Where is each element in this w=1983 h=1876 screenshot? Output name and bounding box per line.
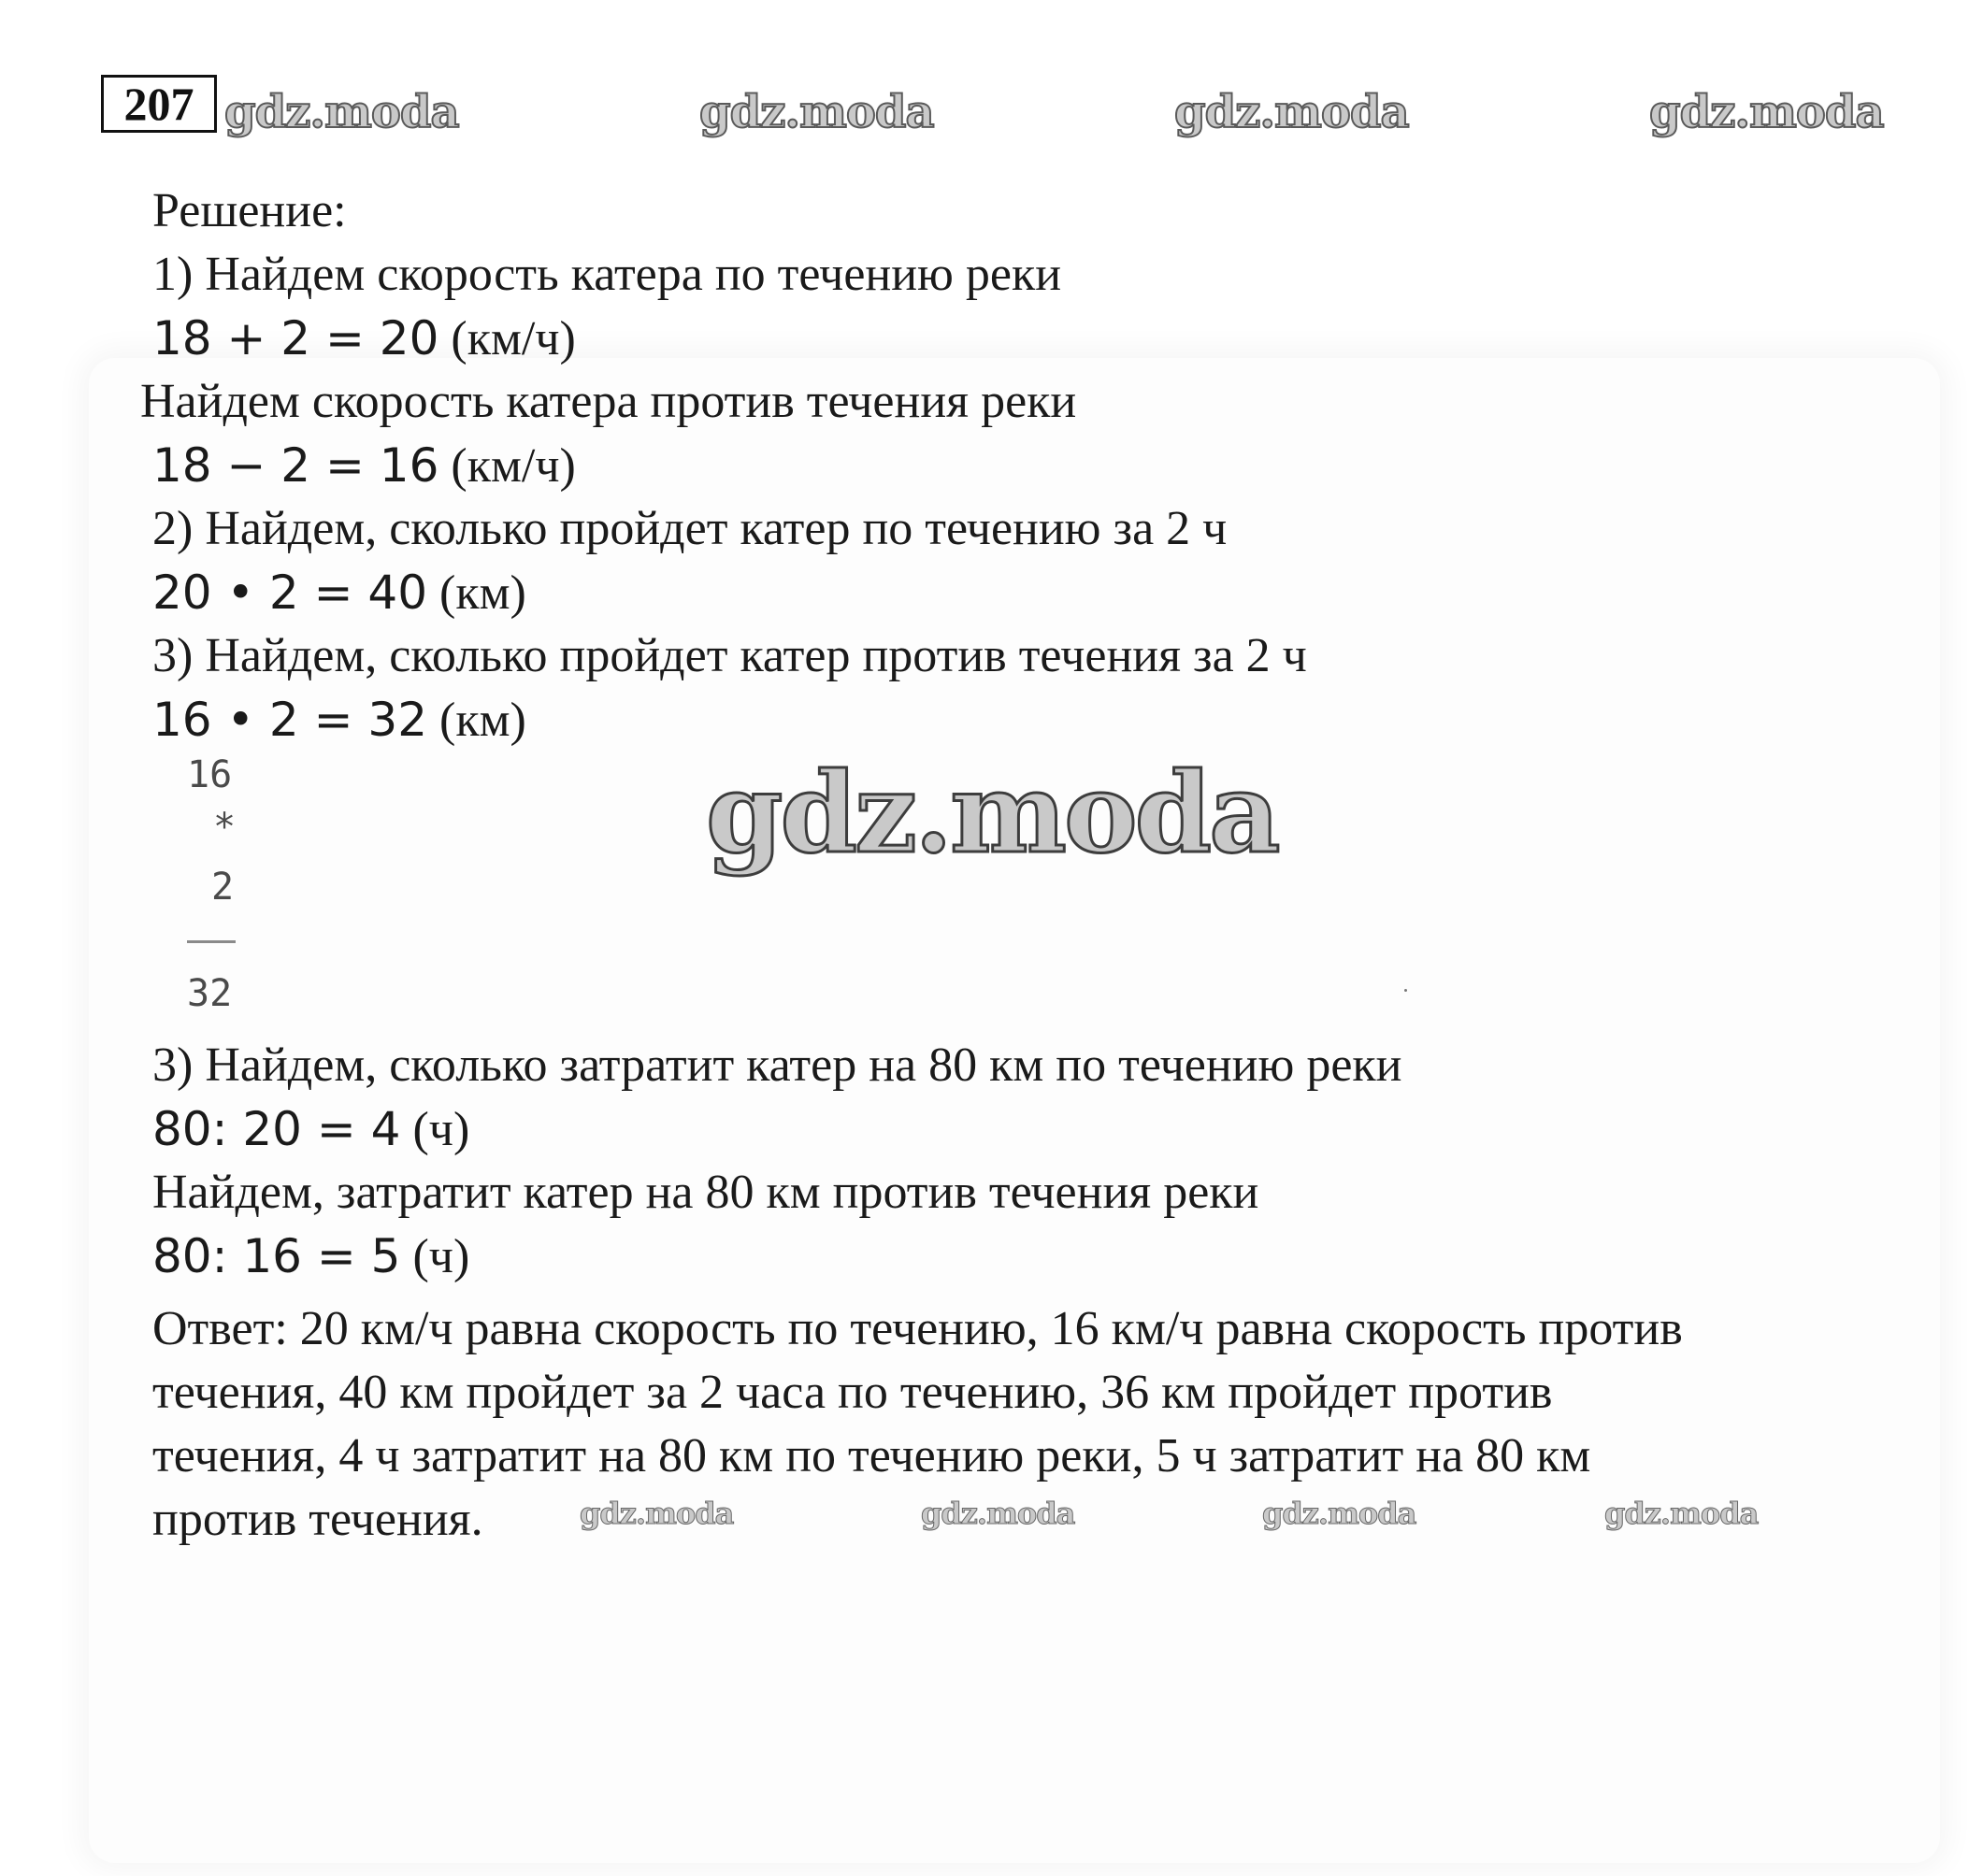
step2-expression: 20 • 2 = 40 xyxy=(152,566,428,620)
column-top: 16 xyxy=(187,753,233,796)
watermark: gdz.moda xyxy=(224,86,459,138)
column-operator: * xyxy=(213,806,237,849)
step1-expression: 18 + 2 = 20 xyxy=(152,311,439,365)
answer-line: течения, 40 км пройдет за 2 часа по течению, 36 км пройдет против xyxy=(152,1366,1553,1419)
step3-equation xyxy=(152,692,526,749)
step4b-equation xyxy=(152,1228,469,1285)
watermark: gdz.moda xyxy=(580,1496,734,1531)
watermark: gdz.moda xyxy=(1174,86,1409,138)
step1-equation xyxy=(152,310,576,367)
step1b-unit: (км/ч) xyxy=(451,439,576,493)
column-result: 32 xyxy=(187,972,233,1015)
step4-equation xyxy=(152,1101,469,1158)
step2-title: 2) Найдем, сколько пройдет катер по течению за 2 ч xyxy=(152,502,1228,555)
watermark-large: gdz.moda xyxy=(706,748,1278,878)
step3-unit: (км) xyxy=(439,694,526,747)
step1b-title: Найдем скорость катера против течения реки xyxy=(140,375,1077,428)
step3-title: 3) Найдем, сколько пройдет катер против течения за 2 ч xyxy=(152,629,1307,682)
step1-unit: (км/ч) xyxy=(451,312,576,365)
answer-line: течения, 4 ч затратит на 80 км по течению реки, 5 ч затратит на 80 км xyxy=(152,1429,1591,1482)
step3-expression: 16 • 2 = 32 xyxy=(152,693,428,747)
watermark: gdz.moda xyxy=(1604,1496,1759,1531)
task-number: 207 xyxy=(101,75,217,133)
step4b-expression: 80: 16 = 5 xyxy=(152,1229,401,1283)
watermark: gdz.moda xyxy=(1262,1496,1416,1531)
column-rule xyxy=(187,940,236,943)
column-bottom: 2 xyxy=(211,866,235,909)
step1b-equation xyxy=(152,437,576,494)
step4-title: 3) Найдем, сколько затратит катер на 80 км по течению реки xyxy=(152,1038,1402,1092)
solution-heading: Решение: xyxy=(152,184,347,237)
step4-unit: (ч) xyxy=(412,1103,470,1156)
step2-unit: (км) xyxy=(439,566,526,620)
watermark: gdz.moda xyxy=(699,86,934,138)
answer-line: против течения. xyxy=(152,1493,483,1546)
answer-line: Ответ: 20 км/ч равна скорость по течению, 16 км/ч равна скорость против xyxy=(152,1302,1683,1355)
step1b-expression: 18 − 2 = 16 xyxy=(152,438,439,493)
watermark: gdz.moda xyxy=(1649,86,1884,138)
step4-expression: 80: 20 = 4 xyxy=(152,1102,401,1156)
watermark: gdz.moda xyxy=(921,1496,1075,1531)
stray-dot xyxy=(1404,989,1407,992)
step4b-title: Найдем, затратит катер на 80 км против течения реки xyxy=(152,1166,1259,1219)
step2-equation xyxy=(152,565,526,622)
step1-title: 1) Найдем скорость катера по течению реки xyxy=(152,248,1062,301)
step4b-unit: (ч) xyxy=(412,1230,470,1283)
